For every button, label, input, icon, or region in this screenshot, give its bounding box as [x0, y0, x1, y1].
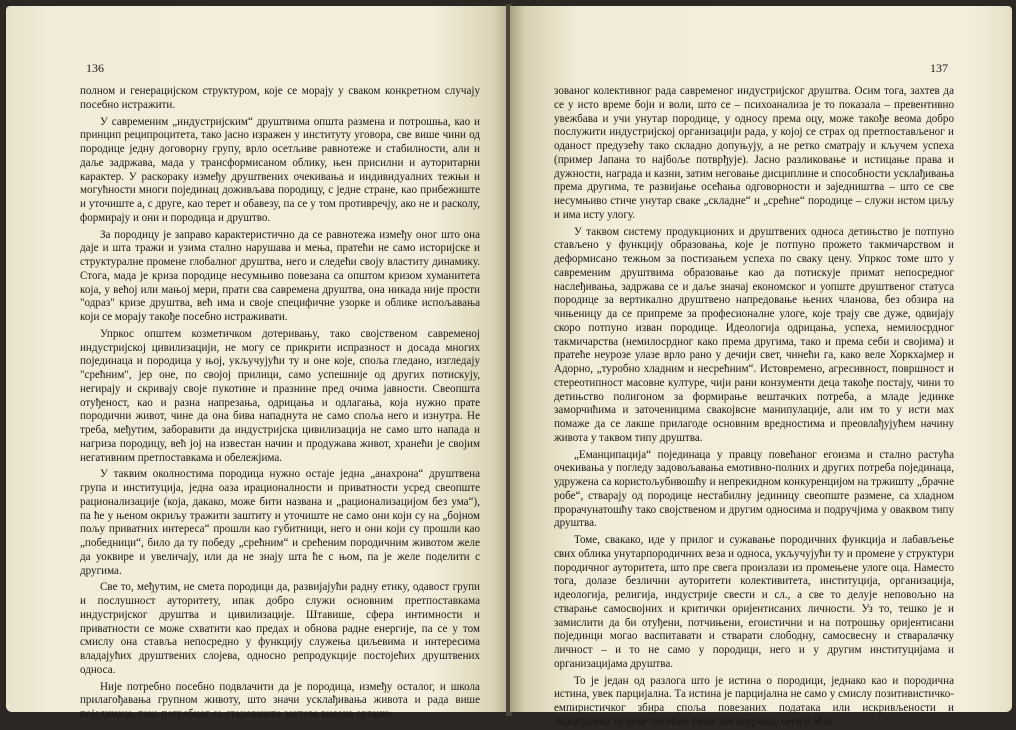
- paragraph: То је један од разлога што је истина о породици, једнако као и породична истина, увек парцијална. Та истина је парцијална не само у смислу позитивистичко-емпиристичког збира споља повезаних података или искривљености и парцијалности неке посебне тачке посматрања, него и због: [554, 674, 954, 728]
- paragraph: За породицу је заправо карактеристично да се равнотежа између оног што она даје и шта тражи и узима стално нарушава и мења, пратећи не само историјске и структуралне промене глобалног друштва, него и следећи своју властиту динамику. Стога, мада је криза породице несумњиво повезана са општом кризом хуманитета која, у већој или мањој мери, прати сва савремена друштва, она никада није прости "одраз" кризе друштва, већ има и своје специфичне узорке и облике испољавања који се морају такође посебно истраживати.: [80, 228, 480, 323]
- paragraph: Томе, свакако, иде у прилог и сужавање породичних функција и лабављење свих облика унутарпородичних веза и односа, укључујући ту и промене у структури породичног ауторитета, што пре свега произлази из промењене улоге оца. Наместо тога, долазе безлични ауторитети колективитета, институција, организација, идеологија, религија, индустрије свести и сл., а све то делује неповољно на стварање самосвојних и критички оријентисаних личности. Уз то, тешко је и замислити да би отуђени, потчињени, егоистични и на потрошњу оријентисани појединци могао васпитавати и стварати слободну, самосвесну и стваралачку личност – и то не само у породици, него и у другим институцијама и организацијама друштва.: [554, 534, 954, 670]
- paragraph: У таквим околностима породица нужно остаје једна „анахрона“ друштвена група и институција, једна оаза ирационалности и приватности усред свеопште рационализације (која, дакако, може бити названа и „рационализацијом без ума“), па ће у њеном окриљу тражити заштиту и уточиште не само они који су на „бојном пољу приватних интереса“ прошли као губитници, него и они који су прошли као „победници“, било да ту победу „срећним“ и срећеним породичним животом желе да уоквире и увеличају, или да не знају шта ће с њом, па је желе поделити с другима.: [80, 468, 480, 577]
- paragraph: зованог колективног рада савременог индустријског друштва. Осим тога, захтев да се у исто време боји и воли, што се – психоанализа је то показала – превентивно увежбава и учи унутар породице, у односу према оцу, може такође веома добро послужити индустријској организацији рада, у којој се страх од претпостављеног и оданост предузећу тако складно допуњују, а не ретко сматрају и кључем успеха (пример Јапана то најбоље потврђује). Јасно разликовање и истицање права и дужности, награда и казни, затим неговање дисциплине и способности усклађивања према другима, те развијање осећања одговорности и заједништва – што се све несумњиво стиче унутар сваке „складне“ и „срећне“ породице – служи истом циљу и има исту улогу.: [554, 85, 954, 221]
- paragraph: Упркос општем козметичком дотеривању, тако својственом савременој индустријској цивилизацији, не могу се прикрити испразност и досада многих појединаца и породица у њој, укључујући ту и оне које, споља гледано, изгледају "срећним", јер оне, по својој прилици, само успешније од других потискују, негирају и скривају своје пукотине и празнине пред очима јавности. Свеопшта отуђеност, као и разна напрезања, одрицања и одлагања, која нужно прате породични живот, чине да она бива нападнута не само споља него и изнутра. Не треба, међутим, заборавити да индустријска цивилизација не само што напада и нагриза породицу, већ јој на известан начин и продужава живот, хранећи је својим негативним претпоставкама и обележјима.: [80, 327, 480, 464]
- left-page: [6, 6, 508, 720]
- paragraph: Све то, међутим, не смета породици да, развијајући радну етику, одавост групи и послушност ауторитету, ипак добро служи основним претпоставкама индустријског друштва и цивилизације. Штавише, сфера интимности и приватности се може схватити као предах и обнова радне енергије, па се у том смислу она ставља непосредно у функцију служења циљевима и интересима владајућих друштвених слојева, односно репродукције постојећих друштвених односа.: [80, 581, 480, 676]
- paragraph: полном и генерацијском структуром, које се морају у сваком конкретном случају посебно истражити.: [80, 85, 480, 111]
- paragraph: У таквом систему продукционих и друштвених односа детињство је потпуно стављено у функцију образовања, које је потпуно прожето такмичарством и деформисано тежњом за постизањем успеха по сваку цену. Упркос томе што у савременим друштвима образовање као да потискује примат непосредног наслеђивања, задржава се и даље значај економског и уопште друштвеног статуса породице за вертикално друштвено напредовање њених чланова, без обзира на чињеницу да се припреме за професионалне улоге, које трају све дуже, одвијају скоро потпуно изван породице. Идеологија одрицања, успеха, немилосрдног такмичарства (немилосрдног како према другима, тако и према себи и својима) и пратеће неурозе улазе врло рано у дечији свет, чинећи га, како веле Хоркхајмер и Адорно, „туробно хладним и несрећним“. Истовремено, агресивност, површност и стереотипност масовне културе, чији рани конзументи деца такође постају, чини то детињство полигоном за формирање вештачких потреба, а младе јединке заморчићима и заточеницима свакојвсне манипулације, али им то у исти мах помаже да се лакше прилагоде основним вредностима и преовлађујућем начину живота у таквом типу друштва.: [554, 225, 954, 444]
- paragraph: Није потребно посебно подвлачити да је породица, између осталог, и школа прилагођавања групном животу, што значи усклађивања живота и рада више појединаца, тако потребног са становишта захтева високо органи-: [80, 680, 480, 720]
- right-page: [510, 6, 1012, 728]
- paragraph: „Еманципација“ појединаца у правцу повећаног егоизма и стално растућа очекивања у погледу задовољавања емотивно-полних и других потреба појединаца, удружена са користољубивошћу и непрекидном конкуренцијом на тржишту „брачне робе“, стварају од породице нестабилну јединицу свеопште размене, са хладном прорачунатошћу тако својственом и другим односима и подручјима у оваквом типу друштва.: [554, 448, 954, 530]
- right-page-text: [554, 85, 954, 730]
- page-number-left: 136: [86, 61, 104, 75]
- page-number-right: 137: [930, 61, 948, 75]
- paragraph: У савременим „индустријским“ друштвима општа размена и потрошња, као и принцип реципроцитета, тако јасно изражен у институту уговора, све више чини од породице једну договорну групу, врло осетљиве равнотеже и стабилности, али и даље задржава, мада у трансформисаном облику, њен присилни и ауторитарни карактер. У раскораку између друштвених очекивања и индивидуалних тежњи и могућности многи појединац доживљава породицу, с једне стране, као прибежиште и уточиште а, с друге, као терет и обавезу, па се у том противречју, ако не и расколу, формирају и они и породица и друштво.: [80, 115, 480, 224]
- left-page-text: [80, 85, 480, 722]
